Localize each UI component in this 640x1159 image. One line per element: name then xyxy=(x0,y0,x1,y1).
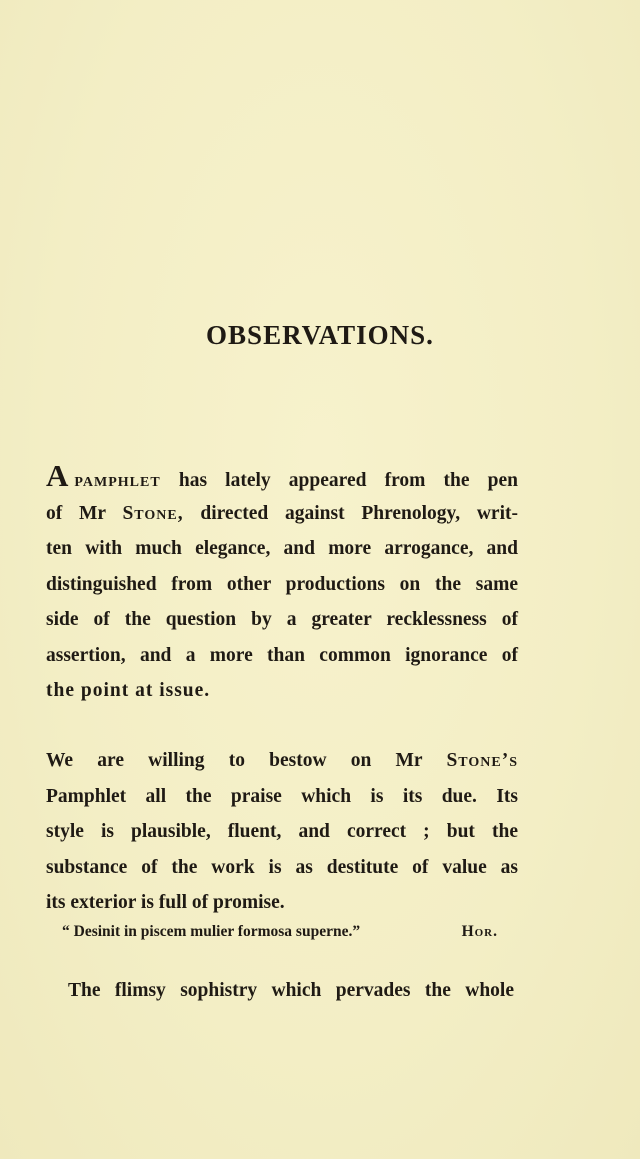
drop-cap: A xyxy=(46,458,69,493)
paragraph-2 xyxy=(46,743,518,921)
paragraph-1-line-6: assertion, and a more than common ignorance of xyxy=(46,644,518,666)
paragraph-2-line-3: style is plausible, fluent, and correct ; but the xyxy=(46,821,518,842)
paragraph-1 xyxy=(46,460,518,709)
line-text: directed against Phrenology, writ- xyxy=(200,502,518,524)
quotation-text: “ Desinit in piscem mulier formosa superne.” xyxy=(62,923,361,940)
paragraph-2-line-2: Pamphlet all the praise which is its due. Its xyxy=(46,785,518,807)
quotation-author: Hor. xyxy=(461,923,498,940)
smallcaps-word: pamphlet xyxy=(74,470,161,491)
paragraph-1-line-1 xyxy=(46,460,518,496)
latin-quotation xyxy=(62,923,498,941)
paragraph-1-line-4: distinguished from other productions on the same xyxy=(46,573,518,595)
continuation-line: The flimsy sophistry which pervades the whole xyxy=(68,980,514,1001)
paragraph-1-line-7: the point at issue. xyxy=(46,680,211,701)
line-text: We are willing to bestow on Mr xyxy=(46,750,423,771)
paragraph-2-line-5: its exterior is full of promise. xyxy=(46,892,285,913)
paragraph-1-line-3: ten with much elegance, and more arrogance, and xyxy=(46,538,518,559)
author-name: Stone, xyxy=(122,502,184,524)
paragraph-1-line-5: side of the question by a greater recklessness of xyxy=(46,609,518,630)
author-name: Stone’s xyxy=(446,750,518,771)
page-heading: OBSERVATIONS. xyxy=(206,320,434,350)
line-text: has lately appeared from the pen xyxy=(178,470,519,491)
paragraph-1-line-2 xyxy=(46,496,518,532)
line-text: of Mr xyxy=(46,502,106,524)
paragraph-2-line-1 xyxy=(46,743,518,779)
paragraph-2-line-4: substance of the work is as destitute of value as xyxy=(46,856,518,878)
